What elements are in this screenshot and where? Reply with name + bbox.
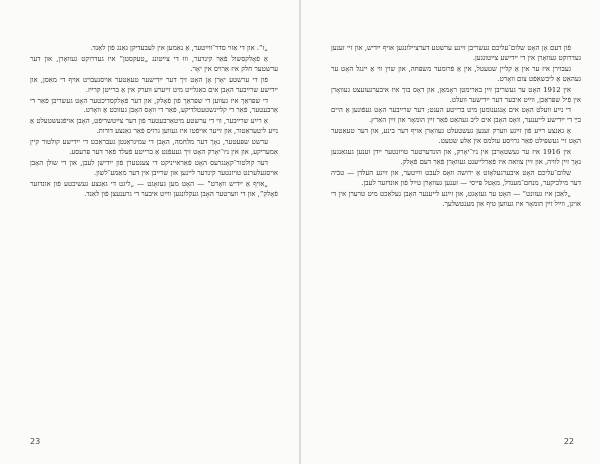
- paragraph: ערשט שפּעטער, נאָך דער מלחמה, האָבן די עמיגראַנטן געבראַכט די ייִדישע קולטור קיין אַמעריקע, און אין ניו־יאָרק האָט זיך געעפֿנט אַ ברייטע פֿעלד פֿאַר דער פּרעסע.: [30, 138, 278, 157]
- paragraph: געבוירן איז ער אין אַ קליין שטעטל, אין אַ פֿרומער משפּחה, און שוין ווי אַ יינגל האָט ער געהאַט אַ ליבשאַפֿט צום וואָרט.: [331, 64, 581, 83]
- paragraph: די נײַע וועלט האָט אים אָנגענומען מיט ברייטע הענט; דער שרײַבער האָט געפֿונען אַ היים בײַ די ייִדישע לייענער, וואָס האָבן אים ליב געהאַט פֿאַר זײַן הומאָר און זײַן האַרץ.: [331, 106, 581, 125]
- paragraph: אַ פֿאָלקסשול פֿאַר קינדער, וווּ די צײַטונג „טעקסטן” איז געדרוקט געוואָרן, און דער ערשטער חלק איז אַרויס אין יאָר.: [30, 54, 278, 73]
- left-page-text: [30, 44, 278, 436]
- paragraph: אַ גאַנצע רײַע פֿון זײַנע ווערק זענען געשטעלט געוואָרן אויף דער בינע, און דער טעאַטער האָט זיי געשפּילט פֿאַר גרויסע עולמס אין אַלע שטעט.: [331, 127, 581, 146]
- paragraph: פֿון דעם אָן האָט שלום־עליכם געשריבן זײַנע ערשטע דערציילונגען אויף ייִדיש, און זיי זענען געדרוקט געוואָרן אין די ייִדישע צײַטונגען.: [331, 44, 581, 62]
- paragraph: דער קולטור־קאָנגרעס האָט פֿאַראייניקט די צענטערן פֿון ייִדישן לעבן, און די שולן האָבן אויסגעלערנט טויזנטער קינדער ליינען און שרײַבן אין דער מאַמע־לשון.: [30, 158, 278, 177]
- paragraph: אַ רײַע שרײַבער, ווי די ערשטע מיטאַרבעטער פֿון דער צײַטשריפֿט, האָבן אויפֿגעשטעלט אַ נײַע ליטעראַטור, און זייער אויפֿטו איז געווען גרויס פֿאַר גאַנצע דורות.: [30, 117, 278, 136]
- paragraph: אין 1916 איז ער געשטאָרבן אין ניו־יאָרק, און הונדערטער טויזנטער ייִדן זענען געגאַנגען נאָך זײַן לוויה, און זײַן צוואה איז פֿאַרלייענט געוואָרן פֿאַר דעם פֿאָלק.: [331, 148, 581, 166]
- paragraph: די שפּראַך איז געווען די שפּראַך פֿון פֿאָלק, און דער פֿאָלקסדיכטער האָט געשריבן פֿאַר די אַרבעטער, פֿאַר די קליינשטעטלדיקע, פֿאַר די וואָס האָבן געזוכט אַ וואָרט.: [30, 96, 278, 115]
- paragraph: שלום־עליכם האָט איבערגעלאָזט אַ ירושה וואָס לעבט ווײַטער, און זײַנע העלדן — טבֿיה דער מילכיקער, מנחם־מענדל, מאָטל פּייסי — זענען געוואָרן טײַל פֿון אונדזער לעבן.: [331, 168, 581, 187]
- left-page: [0, 0, 299, 464]
- paragraph: „אויף אַ ייִדיש וואָרט” — האָט מען געזאָגט — „ליגט די גאַנצע געשיכטע פֿון אונדזער פֿאָלק”, און די ווערטער האָבן געקלונגען ווײַט איבער די גרענעצן פֿון לאַנד.: [30, 179, 278, 198]
- paragraph: אין 1912 האָט ער געשריבן זײַן באַרימטן ראָמאַן, און דאָס בוך איז איבערגעזעצט געוואָרן אין פֿיל שפּראַכן, ווײַט איבער דער ייִדישער וועלט.: [331, 85, 581, 104]
- page-number-left: 23: [30, 437, 41, 446]
- page-number-right: 22: [563, 437, 574, 446]
- paragraph: „ז”. און די אַזוי סדר־ווײַטער, אַ נאַמען אין לעבעדיקן גאַנג פֿון לאַנד.: [90, 44, 268, 52]
- right-page-text: [331, 44, 581, 436]
- paragraph: פֿון די ערשטע יאָרן אָן האָט זיך דער ייִדישער טעאַטער אויסגעבויט אויף די מאַסן, און ייִדישע שרײַבער האָבן אים באַגלייט מיט זייערע ווערק אין אַ ברייטן קרײַז.: [30, 75, 278, 94]
- paragraph: „לאַכן איז געזונט” — האָט ער געזאָגט, און זײַנע לייענער האָבן געלאַכט מיט טרערן אין די אויגן, ווײַל זײַן הומאָר איז געווען טיף און מענטשלעך.: [331, 189, 581, 208]
- right-page: [301, 0, 600, 464]
